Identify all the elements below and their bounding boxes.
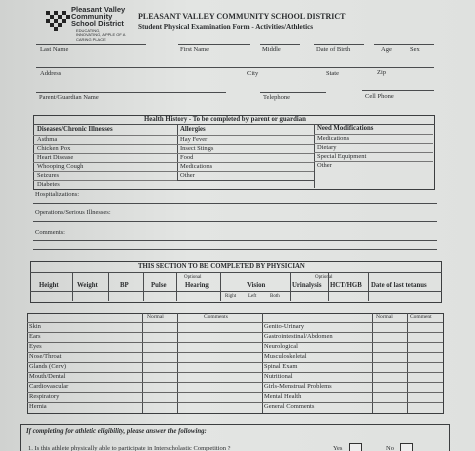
exam-item: Eyes (29, 343, 42, 350)
exam-item: Spinal Exam (264, 363, 298, 370)
sex-label: Sex (410, 46, 420, 53)
disease-item: Diabetes (37, 181, 60, 188)
optional-label-2: Optional (315, 275, 333, 280)
modifications-header: Need Modifications (317, 125, 374, 132)
exam-item: Glands (Cerv) (29, 363, 67, 370)
exam-item: Mental Health (264, 393, 302, 400)
diseases-header: Diseases/Chronic Illnesses (37, 126, 113, 133)
modification-item: Special Equipment (317, 153, 367, 160)
hospitalizations-label: Hospitalizations: (35, 191, 80, 198)
operations-label: Operations/Serious Illnesses: (35, 209, 111, 216)
exam-item: Neurological (264, 343, 298, 350)
exam-item: General Comments (264, 403, 315, 410)
zip-label: Zip (377, 69, 387, 76)
athletic-question: 1. Is this athlete physically able to participate in Interscholastic Competition ? (28, 445, 231, 451)
state-label: State (326, 70, 339, 77)
health-history-title: Health History - To be completed by parent or guardian (144, 116, 306, 123)
disease-item: Seizures (37, 172, 60, 179)
height-header: Height (39, 282, 59, 289)
exam-item: Skin (29, 323, 41, 330)
optional-label-1: Optional (184, 275, 202, 280)
city-label: City (247, 70, 259, 77)
hearing-header: Hearing (185, 282, 209, 289)
logo-tagline: EDUCATING, INNOVATING, APPLE OF A CARING PLACE (76, 28, 126, 42)
modification-item: Medications (317, 135, 350, 142)
exam-item: Ears (29, 333, 41, 340)
exam-item: Nose/Throat (29, 353, 62, 360)
allergies-header: Allergies (180, 126, 206, 133)
allergy-item: Other (180, 172, 195, 179)
modification-item: Other (317, 162, 332, 169)
weight-header: Weight (77, 282, 98, 289)
no-label: No (386, 445, 394, 451)
modification-item: Dietary (317, 144, 337, 151)
hct-header: HCT/HGB (330, 282, 362, 289)
form-title: Student Physical Examination Form - Activities/Athletics (138, 23, 314, 31)
vision-left: Left (248, 294, 257, 299)
exam-item: Musculoskeletal (264, 353, 307, 360)
pulse-header: Pulse (151, 282, 167, 289)
guardian-label: Parent/Guardian Name (39, 94, 99, 101)
disease-item: Chicken Pox (37, 145, 71, 152)
first-name-label: First Name (180, 46, 210, 53)
comments-label: Comments: (35, 229, 65, 236)
last-name-label: Last Name (40, 46, 69, 53)
yes-label: Yes (333, 445, 343, 451)
vision-both: Both (270, 294, 280, 299)
comments-header: Comments (204, 314, 228, 320)
age-label: Age (381, 46, 392, 53)
exam-item: Respiratory (29, 393, 60, 400)
dob-label: Date of Birth (316, 46, 351, 53)
disease-item: Whooping Cough (37, 163, 84, 170)
urinalysis-header: Urinalysis (292, 282, 322, 289)
district-name: PLEASANT VALLEY COMMUNITY SCHOOL DISTRICT (138, 12, 346, 21)
exam-item: Hernia (29, 403, 47, 410)
cell-label: Cell Phone (365, 93, 394, 100)
exam-item: Mouth/Dental (29, 373, 66, 380)
logo-line-3: School District (71, 19, 124, 28)
district-logo (44, 5, 136, 42)
exam-item: Genito-Urinary (264, 323, 305, 330)
allergy-item: Hay Fever (180, 136, 208, 143)
allergy-item: Medications (180, 163, 213, 170)
exam-item: Girls-Menstrual Problems (264, 383, 332, 390)
bp-header: BP (120, 282, 129, 289)
middle-label: Middle (262, 46, 281, 53)
disease-item: Heart Disease (37, 154, 74, 161)
exam-item: Nutritional (264, 373, 293, 380)
vision-right: Right (225, 294, 237, 299)
no-checkbox[interactable] (400, 443, 413, 451)
vision-header: Vision (247, 282, 266, 289)
tetanus-header: Date of last tetanus (371, 282, 427, 289)
disease-item: Asthma (37, 136, 58, 143)
allergy-item: Insect Stings (180, 145, 214, 152)
athletic-prompt: If completing for athletic eligibility, please answer the following: (26, 428, 207, 435)
address-label: Address (40, 70, 62, 77)
exam-item: Gastrointestinal/Abdomen (264, 333, 333, 340)
right-normal-header: Normal (376, 314, 393, 320)
checkerboard-logo-icon (44, 7, 74, 33)
right-comment-header: Comment (410, 314, 432, 320)
exam-grid (27, 313, 444, 414)
allergy-item: Food (180, 154, 194, 161)
telephone-label: Telephone (263, 94, 290, 101)
exam-item: Cardiovascular (29, 383, 69, 390)
logo-line-2: Community (71, 12, 113, 21)
yes-checkbox[interactable] (349, 443, 362, 451)
normal-header: Normal (147, 314, 164, 320)
physician-title: THIS SECTION TO BE COMPLETED BY PHYSICIAN (138, 263, 305, 270)
logo-line-1: Pleasant Valley (71, 5, 126, 14)
